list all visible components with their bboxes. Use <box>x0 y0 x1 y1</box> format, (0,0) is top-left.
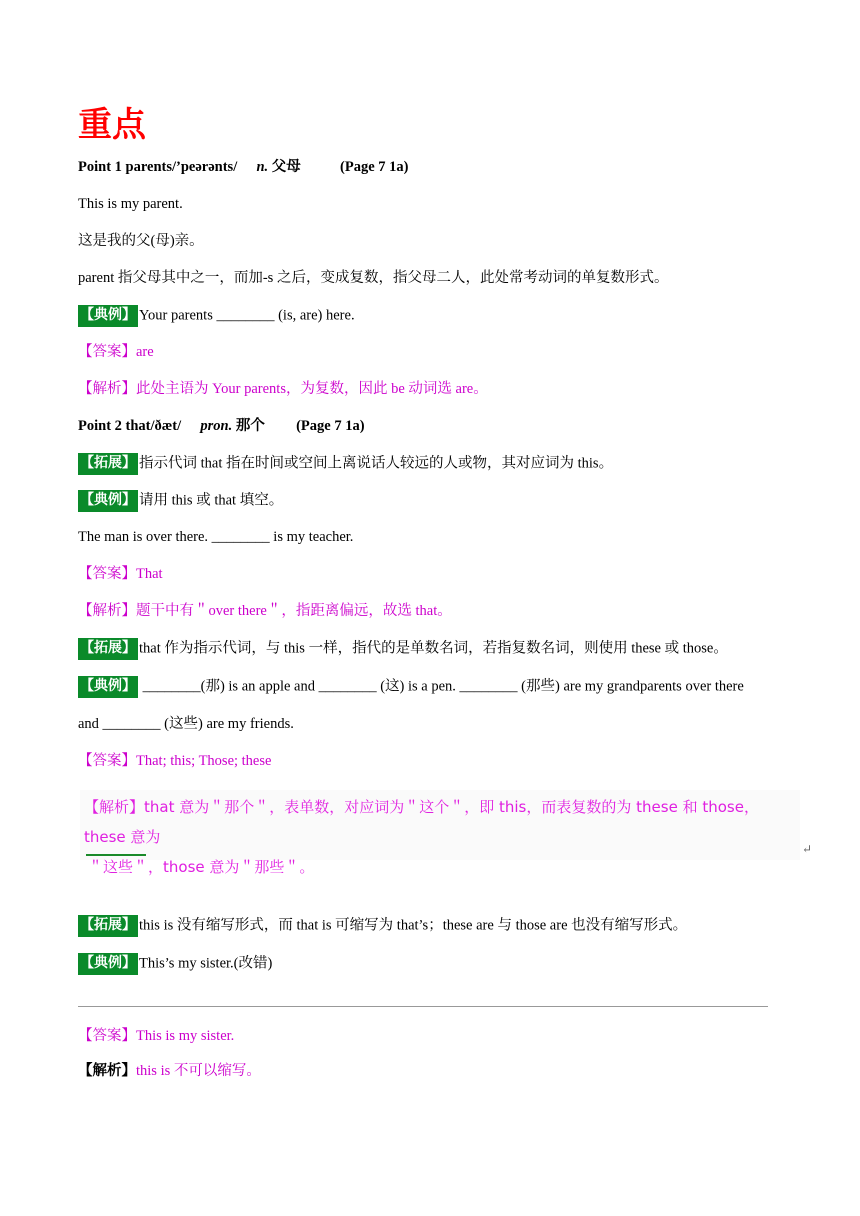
underline-mark <box>86 854 146 856</box>
point2-meaning: 那个 <box>235 418 265 434</box>
point1-page: (Page 7 1a) <box>340 159 409 175</box>
paragraph-return-icon: ↵ <box>802 842 813 856</box>
p2-ex3-line <box>78 953 272 975</box>
answer-blank-line <box>78 1006 768 1007</box>
point1-pos: n. <box>256 159 269 175</box>
example-tag: 【典例】 <box>78 490 138 512</box>
p2-ex3: This’s my sister.(改错) <box>139 955 273 972</box>
point2-pos: pron. <box>200 418 233 434</box>
section-title: 重点 <box>78 105 146 145</box>
p2-ext1-line <box>78 453 613 475</box>
p2-ana2-line1: 【解析】that 意为＂那个＂，表单数，对应词为＂这个＂，即 this，而表复数的为 these 和 those，these 意为 <box>84 798 759 846</box>
p2-analysis-image <box>80 790 800 876</box>
p2-ext2-line <box>78 638 728 660</box>
answer-tag: 【答案】 <box>78 566 136 582</box>
p2-ans1: That <box>136 566 163 582</box>
p1-analysis-line <box>78 379 488 399</box>
p2-ex1-line <box>78 490 283 512</box>
p2-ext3-line <box>78 915 687 937</box>
p2-ans2: That; this; Those; these <box>136 753 272 769</box>
p1-answer: are <box>136 344 154 360</box>
p2-ana2-line2: ＂这些＂，those 意为＂那些＂。 <box>88 858 315 876</box>
p2-ex1-sentence: The man is over there. ________ is my teacher. <box>78 529 354 545</box>
p2-ext2: that 作为指示代词，与 this 一样，指代的是单数名词，若指复数名词，则使用 these 或 those。 <box>139 640 728 657</box>
point2-page: (Page 7 1a) <box>296 418 365 434</box>
p1-exercise: Your parents ________ (is, are) here. <box>139 307 355 324</box>
p2-ans3: This is my sister. <box>136 1028 235 1044</box>
point2-heading <box>78 416 365 436</box>
point1-word: Point 1 parents/’peərənts/ <box>78 159 238 175</box>
answer-tag: 【答案】 <box>78 1028 136 1044</box>
analysis-tag: 【解析】 <box>78 1063 136 1079</box>
p2-ans1-line <box>78 564 163 584</box>
extension-tag: 【拓展】 <box>78 638 138 660</box>
point1-heading <box>78 157 409 177</box>
p1-analysis: 此处主语为 Your parents，为复数，因此 be 动词选 are。 <box>136 381 488 397</box>
p2-ana3-line <box>78 1061 261 1081</box>
example-tag: 【典例】 <box>78 676 138 698</box>
p2-ans2-line <box>78 751 271 771</box>
p2-ex2-text1: ________(那) is an apple and ________ (这) is a pen. ________ (那些) are my grandparents over there <box>139 678 744 695</box>
p1-note: parent 指父母其中之一，而加-s 之后，变成复数，指父母二人，此处常考动词的单复数形式。 <box>78 270 669 286</box>
p2-ex1-prompt: 请用 this 或 that 填空。 <box>139 492 284 509</box>
answer-tag: 【答案】 <box>78 753 136 769</box>
p2-ana1: 题干中有＂over there＂，指距离偏远，故选 that。 <box>136 603 452 619</box>
analysis-tag: 【解析】 <box>78 381 136 397</box>
p2-ana3: this is 不可以缩写。 <box>136 1063 261 1079</box>
p1-answer-line <box>78 342 154 362</box>
analysis-tag: 【解析】 <box>78 603 136 619</box>
answer-tag: 【答案】 <box>78 344 136 360</box>
extension-tag: 【拓展】 <box>78 453 138 475</box>
p2-ana1-line <box>78 601 452 621</box>
example-tag: 【典例】 <box>78 305 138 327</box>
p2-ex2-line2: and ________ (这些) are my friends. <box>78 716 294 732</box>
p1-translation: 这是我的父(母)亲。 <box>78 233 204 249</box>
p2-ex2-line1 <box>78 676 744 698</box>
point2-word: Point 2 that/ðæt/ <box>78 418 182 434</box>
p2-ext1: 指示代词 that 指在时间或空间上离说话人较远的人或物，其对应词为 this。 <box>139 455 614 472</box>
point1-meaning: 父母 <box>271 159 301 175</box>
p1-example: This is my parent. <box>78 196 183 212</box>
example-tag: 【典例】 <box>78 953 138 975</box>
p1-exercise-line <box>78 305 355 327</box>
p2-ans3-line <box>78 1026 234 1046</box>
extension-tag: 【拓展】 <box>78 915 138 937</box>
p2-ext3: this is 没有缩写形式，而 that is 可缩写为 that’s；these are 与 those are 也没有缩写形式。 <box>139 917 688 934</box>
